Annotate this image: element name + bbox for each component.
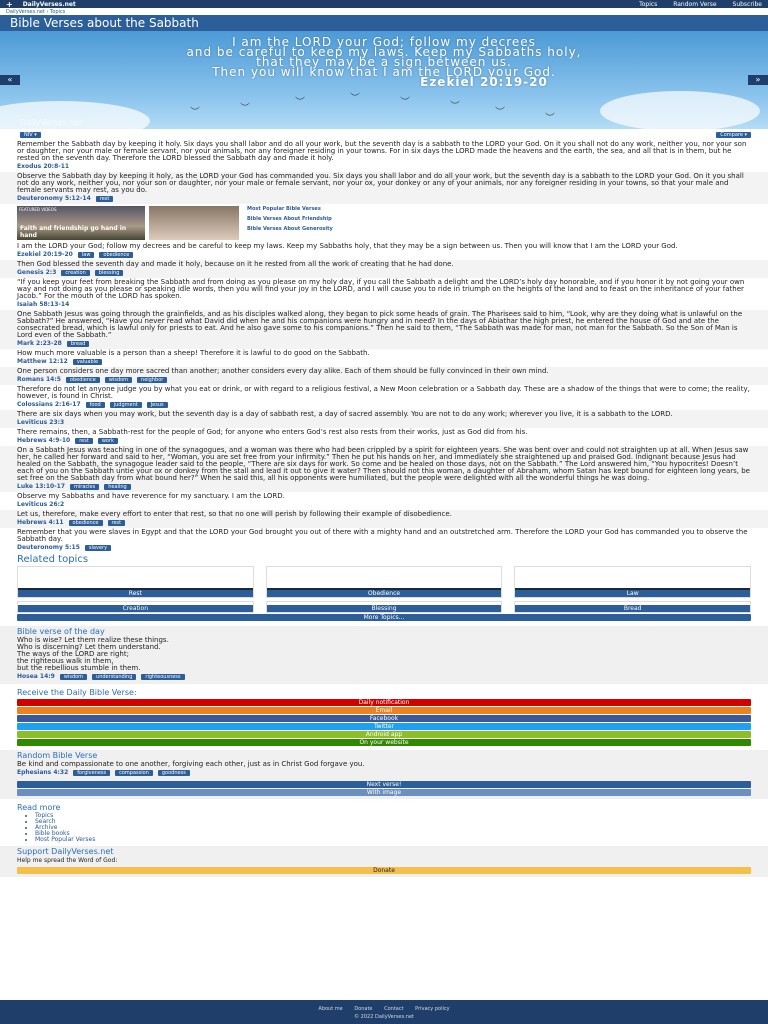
verse-item — [0, 260, 768, 278]
verse-ref[interactable]: Luke 13:10-17 — [17, 483, 66, 490]
tag[interactable]: creation — [61, 270, 89, 276]
verse-ref-row — [17, 163, 751, 170]
bird-icon: ︶ — [350, 93, 360, 104]
verse-ref-row — [17, 437, 751, 444]
bird-icon: ︶ — [450, 101, 460, 112]
topic-label: Blessing — [267, 605, 502, 612]
tag[interactable]: blessing — [95, 270, 124, 276]
read-more-title: Read more — [17, 803, 61, 812]
hero-verse — [20, 37, 748, 87]
verse-ref-row — [17, 195, 751, 202]
verse-item — [0, 310, 768, 349]
votd-line: Who is wise? Let them realize these things. — [17, 636, 169, 644]
footer-link[interactable]: About me — [318, 1006, 343, 1012]
ad-banner[interactable] — [0, 204, 768, 242]
verse-ref-row — [17, 376, 751, 383]
hero-ref: Ezekiel 20:19-20 — [420, 75, 548, 89]
menu-plus-icon[interactable]: + — [6, 0, 13, 9]
hero-line: that they may be a sign between us. — [256, 55, 512, 69]
support-section — [0, 846, 768, 877]
verse-ref[interactable]: Romans 14:5 — [17, 376, 61, 383]
subscribe-button[interactable]: Email — [17, 707, 751, 714]
verse-item — [0, 492, 768, 510]
bird-icon: ︶ — [190, 107, 200, 118]
ad-links — [247, 206, 333, 240]
random-title: Random Bible Verse — [17, 751, 98, 760]
video-thumbnail[interactable] — [17, 206, 145, 240]
verse-text: On a Sabbath Jesus was teaching in one of the synagogues, and a woman was there who had been crippled by a spirit for eighteen years. She was bent over and could not straighten up at all. When Jesus saw her, he called her forward and said to her, “Woman, you are set free from your infirmity.” Then he put his hands on her, and immediately she straightened up and praised God. Indignant because Jesus had healed on the Sabbath, the synagogue leader said to the people, “There are six days for work. So come and be healed on those days, not on the Sabbath.” The Lord answered him, “You hypocrites! Doesn’t each of you on the Sabbath untie your ox or donkey from the stall and lead it out to give it water? Then should not this woman, a daughter of Abraham, whom Satan has kept bound for eighteen long years, be set free on the Sabbath day from what bound her?” When he said this, all his opponents were humiliated, but the people were delighted with all the wonderful things he was doing. — [17, 446, 750, 482]
hero-line: Then you will know that I am the LORD your God. — [212, 65, 556, 79]
ad-link[interactable]: Bible Verses About Generosity — [247, 226, 333, 232]
verse-ref-row — [17, 501, 751, 508]
verse-item — [0, 172, 768, 204]
next-verse-button[interactable]: Next verse! — [17, 781, 751, 788]
votd-line: but the rebellious stumble in them. — [17, 664, 141, 672]
votd-title: Bible verse of the day — [17, 627, 105, 636]
tag[interactable]: compassion — [115, 770, 153, 776]
hero-line: and be careful to keep my laws. Keep my Sabbaths holy, — [186, 45, 582, 59]
verse-ref-row — [17, 269, 751, 276]
tag[interactable]: obedience — [99, 252, 133, 258]
random-section — [0, 750, 768, 799]
page-title: Bible Verses about the Sabbath — [0, 15, 768, 31]
bird-icon: ︶ — [495, 107, 505, 118]
related-topics-title: Related topics — [17, 554, 89, 565]
verse-text: Observe the Sabbath day by keeping it holy, as the LORD your God has commanded you. Six days you shall labor and do all your work, but the seventh day is a sabbath to the LORD your God. On it you shall not do any work, neither you, nor your son or daughter, nor your male or female servant, nor your ox, your donkey or any of your animals, nor any foreigner residing in your towns, so that your male and female servants may rest, as you do. — [17, 172, 744, 194]
tag[interactable]: bread — [67, 341, 89, 347]
tag[interactable]: rest — [96, 196, 114, 202]
verse-ref-row — [17, 401, 751, 408]
brand-link[interactable]: DailyVerses.net — [22, 0, 76, 8]
verse-item — [0, 367, 768, 385]
random-ref-row — [17, 769, 751, 776]
verse-text: How much more valuable is a person than a sheep! Therefore it is lawful to do good on the Sabbath. — [17, 349, 370, 357]
topic-card[interactable] — [266, 601, 503, 613]
bird-icon: ︶ — [240, 103, 250, 114]
tag[interactable]: valuable — [73, 359, 102, 365]
verse-item — [0, 385, 768, 410]
subscribe-buttons — [0, 699, 768, 746]
tag[interactable]: food — [86, 402, 105, 408]
verse-item — [0, 446, 768, 492]
nav-topics[interactable]: Topics — [639, 0, 658, 8]
nav-subscribe[interactable]: Subscribe — [732, 0, 762, 8]
video-caption: Faith and friendship go hand in hand — [20, 225, 127, 239]
votd-verse — [0, 637, 768, 682]
verse-item — [0, 140, 768, 172]
version-select[interactable]: NIV ▾ — [20, 132, 41, 138]
verse-ref[interactable]: Genesis 2:3 — [17, 269, 57, 276]
with-image-button[interactable]: With image — [17, 789, 751, 796]
footer-link[interactable]: Donate — [354, 1006, 373, 1012]
topic-card[interactable] — [514, 566, 751, 598]
verse-ref-row — [17, 519, 751, 526]
support-title: Support DailyVerses.net — [17, 847, 114, 856]
tag[interactable]: goodness — [158, 770, 190, 776]
read-more-list — [35, 813, 768, 843]
related-row — [0, 566, 768, 598]
selector-row — [0, 132, 768, 140]
verse-text: “If you keep your feet from breaking the Sabbath and from doing as you please on my holy day, if you call the Sabbath a delight and the LORD’s holy day honorable, and if you honor it by not going your own way and not doing as you please or speaking idle words, then you will find your joy in the LORD, and I will cause you to ride in triumph on the heights of the land and to feast on the inheritance of your father Jacob.” For the mouth of the LORD has spoken. — [17, 278, 745, 300]
verse-ref-row — [17, 544, 751, 551]
read-more-link[interactable]: • Most Popular Verses — [35, 837, 768, 843]
tag[interactable]: rest — [108, 520, 126, 526]
tag[interactable]: neighbor — [137, 377, 167, 383]
compare-select[interactable]: Compare ▾ — [716, 132, 751, 138]
footer-links — [0, 1006, 768, 1012]
video-thumbnail[interactable] — [149, 206, 239, 240]
verse-item — [0, 349, 768, 367]
votd-section — [0, 626, 768, 684]
votd-ref-row — [17, 673, 751, 680]
verse-text: Therefore do not let anyone judge you by what you eat or drink, or with regard to a religious festival, a New Moon celebration or a Sabbath day. These are a shadow of the things that were to come; the reality, however, is found in Christ. — [17, 385, 750, 400]
bird-icon: ︶ — [400, 97, 410, 108]
tag[interactable]: slavery — [85, 545, 111, 551]
verse-ref[interactable]: Matthew 12:12 — [17, 358, 68, 365]
tag[interactable]: obedience — [69, 520, 103, 526]
verse-ref[interactable]: Mark 2:23-28 — [17, 340, 62, 347]
votd-line: The ways of the LORD are right; — [17, 650, 129, 658]
verse-ref[interactable]: Hebrews 4:11 — [17, 519, 64, 526]
votd-line: Who is discerning? Let them understand. — [17, 643, 161, 651]
tag[interactable]: judgment — [110, 402, 142, 408]
tag[interactable]: understanding — [92, 674, 136, 680]
verse-text: Let us, therefore, make every effort to enter that rest, so that no one will perish by following their example of disobedience. — [17, 510, 452, 518]
verse-ref-row — [17, 358, 751, 365]
ad-link[interactable]: Bible Verses About Friendship — [247, 216, 332, 222]
random-verse — [0, 761, 768, 778]
tag[interactable]: wisdom — [105, 377, 132, 383]
subscribe-button[interactable]: Android app — [17, 731, 751, 738]
subscribe-button[interactable]: Facebook — [17, 715, 751, 722]
verse-item — [0, 528, 768, 553]
random-ref[interactable]: Ephesians 4:32 — [17, 769, 69, 776]
copyright: © 2022 DailyVerses.net — [354, 1014, 414, 1020]
verse-ref[interactable]: Leviticus 23:3 — [17, 419, 65, 426]
watermark: DailyVerses.net — [20, 118, 83, 127]
verse-list — [0, 140, 768, 553]
verse-item — [0, 242, 768, 260]
verse-ref[interactable]: Isaiah 58:13-14 — [17, 301, 70, 308]
tag[interactable]: healing — [104, 484, 130, 490]
footer — [0, 1000, 768, 1024]
topic-card[interactable] — [514, 601, 751, 613]
verse-text: I am the LORD your God; follow my decrees and be careful to keep my laws. Keep my Sabbaths holy, that they may be a sign between us. Then you will know that I am the LORD your God. — [17, 242, 678, 250]
nav-links — [625, 1, 762, 8]
verse-item — [0, 410, 768, 428]
read-more-link[interactable]: • Bible books — [35, 831, 768, 837]
topic-card[interactable] — [17, 601, 254, 613]
verse-item — [0, 278, 768, 310]
tag[interactable]: obedience — [66, 377, 100, 383]
tag[interactable]: righteousness — [141, 674, 184, 680]
verse-ref[interactable]: Leviticus 26:2 — [17, 501, 65, 508]
verse-ref-row — [17, 419, 751, 426]
read-more-link[interactable]: • Archive — [35, 825, 768, 831]
subscribe-title: Receive the Daily Bible Verse: — [17, 688, 137, 697]
nav-random-verse[interactable]: Random Verse — [673, 0, 717, 8]
topic-label: Creation — [18, 605, 253, 612]
topic-card[interactable] — [266, 566, 503, 598]
topic-label: Obedience — [267, 590, 502, 597]
topic-label: Law — [515, 590, 750, 597]
tag[interactable]: wisdom — [60, 674, 87, 680]
verse-ref[interactable]: Deuteronomy 5:12-14 — [17, 195, 91, 202]
verse-ref[interactable]: Colossians 2:16-17 — [17, 401, 81, 408]
subscribe-button[interactable]: On your website — [17, 739, 751, 746]
votd-ref[interactable]: Hosea 14:9 — [17, 673, 55, 680]
support-text: Help me spread the Word of God: — [17, 857, 118, 864]
hero-line: I am the LORD your God; follow my decrees — [232, 35, 536, 49]
ad-link[interactable]: Most Popular Bible Verses — [247, 206, 321, 212]
read-more-link[interactable]: • Search — [35, 819, 768, 825]
verse-item — [0, 428, 768, 446]
tag[interactable]: miracles — [70, 484, 99, 490]
verse-ref-row — [17, 251, 751, 258]
verse-ref-row — [17, 483, 751, 490]
topic-label: Rest — [18, 590, 253, 597]
top-nav — [0, 0, 768, 8]
next-arrow[interactable]: » — [748, 75, 768, 85]
tag[interactable]: forgiveness — [73, 770, 110, 776]
verse-text: Then God blessed the seventh day and made it holy, because on it he rested from all the work of creating that he had done. — [17, 260, 454, 268]
subscribe-button[interactable]: Daily notification — [17, 699, 751, 706]
verse-ref-row — [17, 340, 751, 347]
hero-image — [0, 31, 768, 129]
tag[interactable]: work — [98, 438, 118, 444]
verse-ref[interactable]: Exodus 20:8-11 — [17, 163, 70, 170]
topic-label: Bread — [515, 605, 750, 612]
ad-label: FEATURED VIDEOS — [19, 207, 57, 212]
footer-link[interactable]: Privacy policy — [415, 1006, 450, 1012]
cloud — [600, 91, 760, 129]
footer-link[interactable]: Contact — [384, 1006, 404, 1012]
verse-text: There are six days when you may work, but the seventh day is a day of sabbath rest, a day of sacred assembly. You are not to do any work; wherever you live, it is a sabbath to the LORD. — [17, 410, 673, 418]
verse-ref[interactable]: Hebrews 4:9-10 — [17, 437, 71, 444]
verse-text: One Sabbath Jesus was going through the grainfields, and as his disciples walked along, they began to pick some heads of grain. The Pharisees said to him, “Look, why are they doing what is unlawful on the Sabbath?” He answered, “Have you never read what David did when he and his companions were hungry and in need? In the days of Abiathar the high priest, he entered the house of God and ate the consecrated bread, which is lawful only for priests to eat. And he also gave some to his companions.” Then he said to them, “The Sabbath was made for man, not man for the Sabbath. So the Son of Man is Lord even of the Sabbath.” — [17, 310, 743, 339]
verse-text: There remains, then, a Sabbath-rest for the people of God; for anyone who enters God’s rest also rests from their works, just as God did from his. — [17, 428, 528, 436]
bird-icon: ︶ — [545, 113, 555, 124]
donate-button[interactable]: Donate — [17, 867, 751, 874]
random-verse-text: Be kind and compassionate to one another, forgiving each other, just as in Christ God forgave you. — [17, 760, 365, 768]
breadcrumb[interactable]: DailyVerses.net › Topics — [0, 8, 768, 15]
prev-arrow[interactable]: « — [0, 75, 20, 85]
bird-icon: ︶ — [295, 97, 305, 108]
tag[interactable]: law — [78, 252, 95, 258]
read-more-link[interactable]: • Topics — [35, 813, 768, 819]
more-topics-button[interactable]: More Topics... — [17, 614, 751, 621]
verse-text: One person considers one day more sacred than another; another considers every day alike. Each of them should be fully convinced in their own mind. — [17, 367, 549, 375]
subscribe-button[interactable]: Twitter — [17, 723, 751, 730]
topic-card[interactable] — [17, 566, 254, 598]
verse-ref[interactable]: Deuteronomy 5:15 — [17, 544, 80, 551]
verse-item — [0, 510, 768, 528]
votd-line: the righteous walk in them, — [17, 657, 114, 665]
verse-text: Remember that you were slaves in Egypt and that the LORD your God brought you out of there with a mighty hand and an outstretched arm. Therefore the LORD your God has commanded you to observe the Sabbath day. — [17, 528, 748, 543]
tag[interactable]: Jesus — [147, 402, 168, 408]
related-row — [0, 601, 768, 613]
verse-text: Remember the Sabbath day by keeping it holy. Six days you shall labor and do all your work, but the seventh day is a sabbath to the LORD your God. On it you shall not do any work, neither you, nor your son or daughter, nor your male or female servant, nor your animals, nor any foreigner residing in your towns. For in six days the LORD made the heavens and the earth, the sea, and all that is in them, but he rested on the seventh day. Therefore the LORD blessed the Sabbath day and made it holy. — [17, 140, 747, 162]
tag[interactable]: rest — [75, 438, 93, 444]
verse-text: Observe my Sabbaths and have reverence for my sanctuary. I am the LORD. — [17, 492, 285, 500]
verse-ref[interactable]: Ezekiel 20:19-20 — [17, 251, 73, 258]
verse-ref-row — [17, 301, 751, 308]
